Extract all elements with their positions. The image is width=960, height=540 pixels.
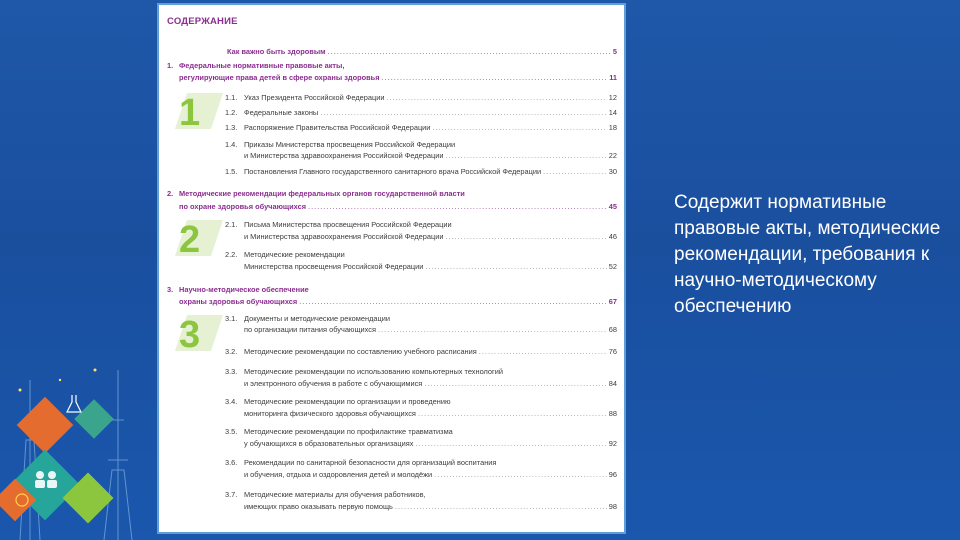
item-number: 3.6. bbox=[225, 458, 238, 467]
teal-diamond bbox=[74, 399, 114, 439]
toc-entry-line1: Методические рекомендации по организации и проведению bbox=[244, 397, 451, 406]
section-2-digit-graphic bbox=[165, 218, 225, 258]
item-number: 2.1. bbox=[225, 220, 238, 229]
item-number: 3.7. bbox=[225, 490, 238, 499]
toc-entry-line1: Рекомендации по санитарной безопасности для организаций воспитания bbox=[244, 458, 497, 467]
section-3-digit-graphic bbox=[165, 313, 225, 353]
section-number: 3. bbox=[167, 285, 174, 294]
item-number: 3.4. bbox=[225, 397, 238, 406]
section-title-line2: регулирующие права детей в сфере охраны здоровья ..... 11 bbox=[179, 73, 617, 82]
toc-entry: мониторинга физического здоровья обучающихся ..... 88 bbox=[244, 409, 617, 418]
toc-entry: и обучения, отдыха и оздоровления детей и молодёжи ..... 96 bbox=[244, 470, 617, 479]
item-number: 1.4. bbox=[225, 140, 238, 149]
svg-text:3: 3 bbox=[179, 314, 201, 353]
item-number: 3.3. bbox=[225, 367, 238, 376]
toc-entry: Федеральные законы ..... 14 bbox=[244, 108, 617, 117]
toc-entry: Указ Президента Российской Федерации ..... 12 bbox=[244, 93, 617, 102]
toc-entry: и Министерства здравоохранения Российской Федерации ..... 22 bbox=[244, 151, 617, 160]
item-number: 1.5. bbox=[225, 167, 238, 176]
slide-description: Содержит нормативные правовые акты, методические рекомендации, требования к научно-методическому обеспечению bbox=[674, 192, 941, 317]
toc-entry-line1: Методические рекомендации bbox=[244, 250, 345, 259]
section-title-line2: охраны здоровья обучающихся ..... 67 bbox=[179, 297, 617, 306]
item-number: 3.1. bbox=[225, 314, 238, 323]
toc-entry: Методические рекомендации по составлению учебного расписания ..... 76 bbox=[244, 347, 617, 356]
toc-entry: и электронного обучения в работе с обучающимися ..... 84 bbox=[244, 379, 617, 388]
toc-entry: имеющих право оказывать первую помощь ..... 98 bbox=[244, 502, 617, 511]
section-title-line1: Методические рекомендации федеральных органов государственной власти bbox=[179, 189, 465, 198]
svg-text:1: 1 bbox=[179, 92, 201, 131]
toc-entry-line1: Методические рекомендации по профилактике травматизма bbox=[244, 427, 453, 436]
toc-entry: Постановления Главного государственного санитарного врача Российской Федерации ..... 30 bbox=[244, 167, 617, 176]
item-number: 3.5. bbox=[225, 427, 238, 436]
toc-entry: и Министерства здравоохранения Российской Федерации ..... 46 bbox=[244, 232, 617, 241]
toc-title: СОДЕРЖАНИЕ bbox=[167, 16, 238, 27]
toc-entry: у обучающихся в образовательных организациях ..... 92 bbox=[244, 439, 617, 448]
item-number: 1.1. bbox=[225, 93, 238, 102]
toc-entry: по организации питания обучающихся ..... 68 bbox=[244, 325, 617, 334]
item-number: 2.2. bbox=[225, 250, 238, 259]
section-1-digit-graphic bbox=[165, 91, 225, 131]
orange-diamond bbox=[17, 397, 74, 454]
table-of-contents-page bbox=[157, 3, 626, 534]
section-title-line2: по охране здоровья обучающихся ..... 45 bbox=[179, 202, 617, 211]
section-title-line1: Федеральные нормативные правовые акты, bbox=[179, 61, 345, 70]
toc-entry: Министерства просвещения Российской Федерации ..... 52 bbox=[244, 262, 617, 271]
flask-icon bbox=[67, 395, 81, 412]
toc-entry-line1: Приказы Министерства просвещения Российской Федерации bbox=[244, 140, 456, 149]
section-title-line1: Научно-методическое обеспечение bbox=[179, 285, 309, 294]
section-number: 1. bbox=[167, 61, 174, 70]
toc-entry-line1: Методические материалы для обучения работников, bbox=[244, 490, 426, 499]
toc-intro-entry: Как важно быть здоровым ..... 5 bbox=[227, 47, 617, 56]
toc-entry-line1: Методические рекомендации по использованию компьютерных технологий bbox=[244, 367, 503, 376]
item-number: 3.2. bbox=[225, 347, 238, 356]
svg-text:2: 2 bbox=[179, 219, 201, 258]
item-number: 1.3. bbox=[225, 123, 238, 132]
toc-entry-line1: Документы и методические рекомендации bbox=[244, 314, 390, 323]
decorative-corner-graphic bbox=[0, 360, 160, 540]
toc-entry: Распоряжение Правительства Российской Федерации ..... 18 bbox=[244, 123, 617, 132]
section-number: 2. bbox=[167, 189, 174, 198]
toc-entry-line1: Письма Министерства просвещения Российской Федерации bbox=[244, 220, 452, 229]
item-number: 1.2. bbox=[225, 108, 238, 117]
